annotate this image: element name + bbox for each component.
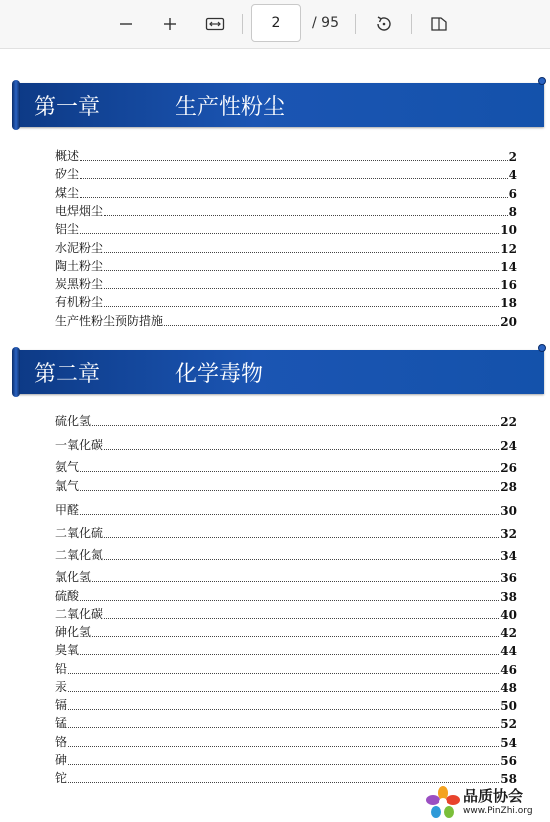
zoom-out-button[interactable]: [110, 8, 142, 40]
toc-entry[interactable]: 炭黑粉尘 16: [55, 277, 517, 292]
toc-entry[interactable]: 镉 50: [55, 698, 517, 713]
toolbar-separator: [355, 14, 356, 34]
toc-entry[interactable]: 陶土粉尘 14: [55, 259, 517, 274]
chapter-number: 第一章: [34, 95, 101, 120]
zoom-out-icon: [118, 16, 134, 32]
watermark-url: www.PinZhi.org: [463, 806, 533, 816]
toc-entry[interactable]: 硫化氢 22: [55, 414, 517, 429]
page-number-input[interactable]: [251, 4, 301, 42]
rotate-icon: [374, 14, 394, 34]
pdf-toolbar: [0, 0, 550, 49]
toc-entry[interactable]: 二氧化氮 34: [55, 548, 517, 563]
chapter-banner: [14, 83, 544, 127]
toc-entry[interactable]: 铝尘 10: [55, 222, 517, 237]
fit-width-button[interactable]: [199, 8, 231, 40]
toc-entry[interactable]: 铬 54: [55, 735, 517, 750]
chapter-title: 生产性粉尘: [175, 95, 286, 120]
watermark-logo: [425, 783, 550, 822]
chapter-number: 第二章: [34, 362, 101, 387]
toc-entry[interactable]: 氯化氢 36: [55, 570, 517, 585]
chapter-title: 化学毒物: [175, 362, 264, 387]
toc-entry[interactable]: 氨气 26: [55, 460, 517, 475]
toc-entry[interactable]: 砷 56: [55, 753, 517, 768]
toc-entry[interactable]: 二氧化硫 32: [55, 526, 517, 541]
fit-width-icon: [205, 16, 225, 32]
toc-entry[interactable]: 水泥粉尘 12: [55, 241, 517, 256]
toc-entry[interactable]: 矽尘 4: [55, 167, 517, 182]
toc-entry[interactable]: 二氧化碳 40: [55, 607, 517, 622]
toc-entry[interactable]: 臭氧 44: [55, 643, 517, 658]
toc-entry[interactable]: 汞 48: [55, 680, 517, 695]
flower-logo-icon: [425, 785, 461, 819]
toc-entry[interactable]: 氯气 28: [55, 479, 517, 494]
zoom-in-button[interactable]: [154, 8, 186, 40]
toc-entry[interactable]: 煤尘 6: [55, 186, 517, 201]
toolbar-separator: [242, 14, 243, 34]
rotate-button[interactable]: [368, 8, 400, 40]
page-total: / 95: [312, 15, 339, 31]
toc-entry[interactable]: 生产性粉尘预防措施 20: [55, 314, 517, 329]
chapter-banner: [14, 350, 544, 394]
toc-entry[interactable]: 铅 46: [55, 662, 517, 677]
page-view-icon: [429, 14, 449, 34]
toc-entry[interactable]: 有机粉尘 18: [55, 295, 517, 310]
toc-entry[interactable]: 电焊烟尘 8: [55, 204, 517, 219]
page-view-button[interactable]: [423, 8, 455, 40]
toc-entry[interactable]: 锰 52: [55, 716, 517, 731]
toc-entry[interactable]: 甲醛 30: [55, 503, 517, 518]
toc-entry[interactable]: 概述 2: [55, 149, 517, 164]
toc-entry[interactable]: 一氧化碳 24: [55, 438, 517, 453]
zoom-in-icon: [162, 16, 178, 32]
toolbar-separator: [411, 14, 412, 34]
toc-entry[interactable]: 铊 58: [55, 771, 517, 786]
toc-entry[interactable]: 硫酸 38: [55, 589, 517, 604]
watermark-name: 品质协会: [463, 787, 524, 805]
toc-entry[interactable]: 砷化氢 42: [55, 625, 517, 640]
